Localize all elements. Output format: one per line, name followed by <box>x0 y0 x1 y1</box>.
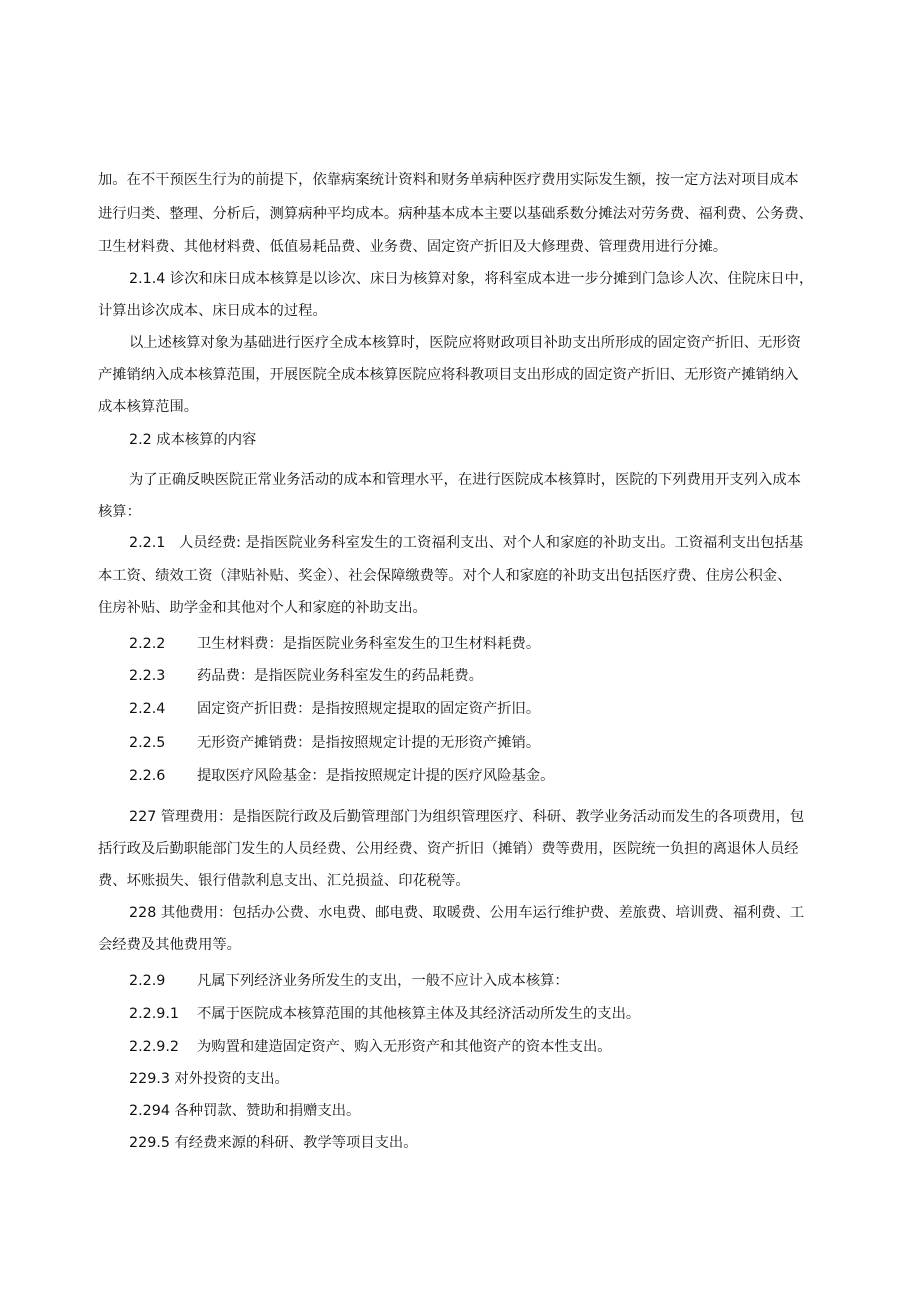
paragraph-line: 卫生材料费、其他材料费、低值易耗品费、业务费、固定资产折旧及大修理费、管理费用进行分摊。 <box>98 239 728 255</box>
list-item <box>129 766 554 786</box>
item-text: 凡属下列经济业务所发生的支出，一般不应计入成本核算： <box>197 973 569 989</box>
paragraph-line: 产摊销纳入成本核算范围，开展医院全成本核算医院应将科教项目支出形成的固定资产折旧、无形资产摊销纳入 <box>98 367 799 383</box>
list-item <box>129 634 540 654</box>
paragraph-line: 本工资、绩效工资（津贴补贴、奖金）、社会保障缴费等。对个人和家庭的补助支出包括医疗费、住房公积金、 <box>98 568 792 584</box>
paragraph-line: 会经费及其他费用等。 <box>98 937 241 953</box>
list-item <box>129 699 540 719</box>
item-text: 固定资产折旧费：是指按照规定提取的固定资产折旧。 <box>197 701 541 717</box>
item-text: 人员经费: 是指医院业务科室发生的工资福利支出、对个人和家庭的补助支出。工资福利支出包括基 <box>179 535 804 551</box>
paragraph-line: 核算： <box>98 504 141 520</box>
paragraph-line: 住房补贴、助学金和其他对个人和家庭的补助支出。 <box>98 600 427 616</box>
item-number: 2.2.9.1 <box>129 1006 180 1022</box>
item-number: 2.2.1 <box>129 535 166 551</box>
item-number: 2.2.9.2 <box>129 1039 180 1055</box>
item-text: 不属于医院成本核算范围的其他核算主体及其经济活动所发生的支出。 <box>197 1006 641 1022</box>
item-number: 2.2.6 <box>129 768 166 784</box>
list-item <box>129 1004 640 1024</box>
list-item <box>129 971 569 991</box>
paragraph-line: 计算出诊次成本、床日成本的过程。 <box>98 303 327 319</box>
item-text: 为购置和建造固定资产、购入无形资产和其他资产的资本性支出。 <box>197 1039 612 1055</box>
list-item: 229.3 对外投资的支出。 <box>129 1071 289 1087</box>
paragraph-line: 括行政及后勤职能部门发生的人员经费、公用经费、资产折旧（摊销）费等费用，医院统一负担的离退休人员经 <box>98 841 799 857</box>
list-item: 2.294 各种罚款、赞助和捐赠支出。 <box>129 1103 361 1119</box>
list-item <box>129 733 540 753</box>
paragraph-line: 成本核算范围。 <box>98 399 199 415</box>
paragraph-line: 加。在不干预医生行为的前提下，依靠病案统计资料和财务单病种医疗费用实际发生额，按一定方法对项目成本 <box>98 172 799 188</box>
paragraph-line: 以上述核算对象为基础进行医疗全成本核算时，医院应将财政项目补助支出所形成的固定资产折旧、无形资 <box>129 335 801 351</box>
paragraph-line: 227 管理费用：是指医院行政及后勤管理部门为组织管理医疗、科研、教学业务活动而发生的各项费用，包 <box>129 809 805 825</box>
paragraph-line: 2.1.4 诊次和床日成本核算是以诊次、床日为核算对象，将科室成本进一步分摊到门急诊人次、住院床日中， <box>129 271 814 287</box>
paragraph-line: 228 其他费用：包括办公费、水电费、邮电费、取暖费、公用车运行维护费、差旅费、培训费、福利费、工 <box>129 905 805 921</box>
item-number: 2.2.3 <box>129 668 166 684</box>
paragraph-line: 进行归类、整理、分析后，测算病种平均成本。病种基本成本主要以基础系数分摊法对劳务费、福利费、公务费、 <box>98 206 813 222</box>
paragraph-line: 为了正确反映医院正常业务活动的成本和管理水平，在进行医院成本核算时，医院的下列费用开支列入成本 <box>129 472 801 488</box>
item-2-2-1 <box>129 533 803 553</box>
item-number: 2.2.4 <box>129 701 166 717</box>
list-item <box>129 1037 612 1057</box>
paragraph-line: 费、坏账损失、银行借款利息支出、汇兑损益、印花税等。 <box>98 873 470 889</box>
item-text: 卫生材料费：是指医院业务科室发生的卫生材料耗费。 <box>197 636 541 652</box>
list-item: 229.5 有经费来源的科研、教学等项目支出。 <box>129 1135 418 1151</box>
item-number: 2.2.2 <box>129 636 166 652</box>
item-text: 无形资产摊销费：是指按照规定计提的无形资产摊销。 <box>197 735 541 751</box>
list-item <box>129 666 483 686</box>
item-text: 药品费：是指医院业务科室发生的药品耗费。 <box>197 668 483 684</box>
item-number: 2.2.9 <box>129 973 166 989</box>
section-heading: 2.2 成本核算的内容 <box>129 432 257 448</box>
item-number: 2.2.5 <box>129 735 166 751</box>
item-text: 提取医疗风险基金：是指按照规定计提的医疗风险基金。 <box>197 768 555 784</box>
